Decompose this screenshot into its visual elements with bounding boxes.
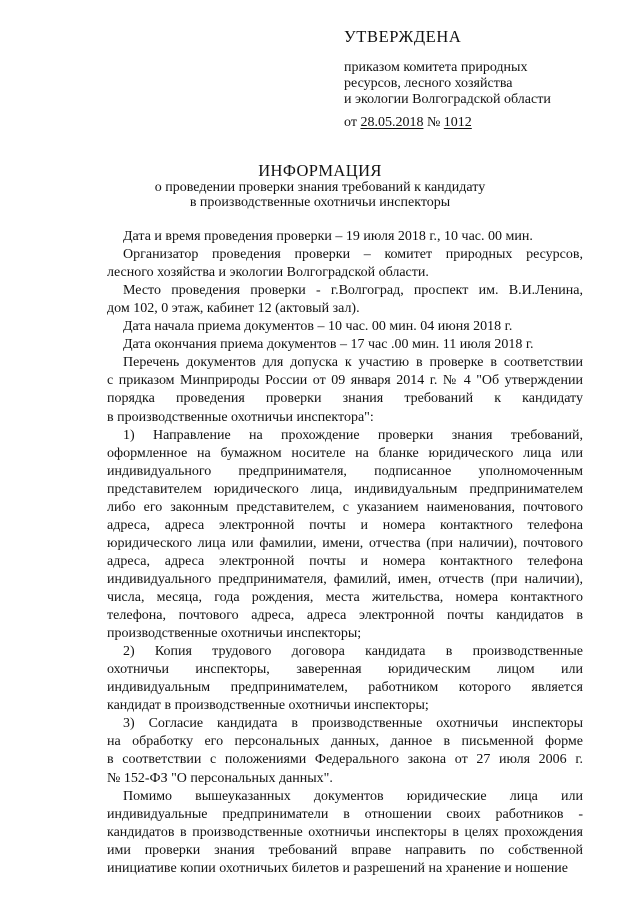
approval-order-line: и экологии Волгоградской области: [344, 92, 551, 107]
paragraph-line: охотничьи инспекторы, заверенная юридическим лицом или: [107, 662, 583, 677]
paragraph-line: 1) Направление на прохождение проверки знания требований,: [123, 428, 583, 443]
paragraph-line: адреса, адреса электронной почты и номера контактного телефона: [107, 554, 583, 569]
paragraph-line: 3) Согласие кандидата в производственные охотничьи инспекторы: [123, 716, 583, 731]
approval-title: УТВЕРЖДЕНА: [344, 27, 462, 46]
order-number: 1012: [443, 115, 472, 130]
paragraph-line: Дата и время проведения проверки – 19 июля 2018 г., 10 час. 00 мин.: [123, 229, 533, 244]
paragraph-line: в производственные охотничьи инспектора":: [107, 410, 374, 425]
paragraph-line: порядка проведения проверки знания требований к кандидату: [107, 391, 583, 406]
order-from-label: от: [344, 115, 357, 130]
paragraph-line: дом 102, 0 этаж, кабинет 12 (актовый зал).: [107, 301, 360, 316]
paragraph-line: Перечень документов для допуска к участию в проверке в соответствии: [123, 355, 583, 370]
paragraph-line: на обработку его персональных данных, данное в письменной форме: [107, 734, 583, 749]
paragraph-line: Дата начала приема документов – 10 час. 00 мин. 04 июня 2018 г.: [123, 319, 513, 334]
paragraph-line: юридического лица или фамилии, имени, отчества (при наличии), почтового: [107, 536, 583, 551]
order-reference: [344, 114, 472, 132]
paragraph-line: Место проведения проверки - г.Волгоград, проспект им. В.И.Ленина,: [123, 283, 583, 298]
paragraph-line: ими проверки знания требований вправе направить по собственной: [107, 843, 583, 858]
approval-order-text: [344, 60, 551, 108]
paragraph-line: телефона, почтового адреса, адреса электронной почты кандидатов в: [107, 608, 583, 623]
document-heading: [0, 162, 640, 210]
paragraph-line: в соответствии с положениями Федерального закона от 27 июля 2006 г.: [107, 752, 583, 767]
paragraph-line: индивидуальные предприниматели в отношении своих работников -: [107, 807, 583, 822]
paragraph-line: индивидуальным предпринимателем, работником которого является: [107, 680, 583, 695]
paragraph-line: инициативе копии охотничьих билетов и разрешений на хранение и ношение: [107, 861, 568, 876]
paragraph-line: Помимо вышеуказанных документов юридические лица или: [123, 789, 583, 804]
paragraph-line: индивидуального предпринимателя, подписанное уполномоченным: [107, 464, 583, 479]
paragraph-line: лесного хозяйства и экологии Волгоградской области.: [107, 265, 429, 280]
order-number-label: №: [426, 115, 441, 130]
paragraph-line: представителем юридического лица, индивидуальным предпринимателем: [107, 482, 583, 497]
paragraph-line: Дата окончания приема документов – 17 час .00 мин. 11 июля 2018 г.: [123, 337, 534, 352]
order-date: 28.05.2018: [360, 115, 424, 130]
paragraph-line: кандидат в производственные охотничьи инспекторы;: [107, 698, 429, 713]
document-title: ИНФОРМАЦИЯ: [258, 161, 382, 180]
paragraph-line: Организатор проведения проверки – комитет природных ресурсов,: [123, 247, 583, 262]
paragraph-line: кандидатов в производственные охотничьи инспекторы в целях прохождения: [107, 825, 583, 840]
approval-order-line: ресурсов, лесного хозяйства: [344, 76, 513, 91]
approval-order-line: приказом комитета природных: [344, 60, 528, 75]
paragraph-line: 2) Копия трудового договора кандидата в производственные: [123, 644, 583, 659]
paragraph-line: числа, месяца, года рождения, места жительства, номера контактного: [107, 590, 583, 605]
paragraph-line: № 152-ФЗ "О персональных данных".: [107, 771, 333, 786]
document-subtitle-line: в производственные охотничьи инспекторы: [189, 195, 451, 210]
document-subtitle-line: о проведении проверки знания требований к кандидату: [154, 180, 486, 195]
paragraph-line: либо его законным представителем, с указанием наименования, почтового: [107, 500, 583, 515]
paragraph-line: с приказом Минприроды России от 09 января 2014 г. № 4 "Об утверждении: [107, 373, 583, 388]
paragraph-line: производственные охотничьи инспекторы;: [107, 626, 362, 641]
paragraph-line: индивидуального предпринимателя, фамилий, имен, отчеств (при наличии),: [107, 572, 583, 587]
paragraph-line: оформленное на бумажном носителе на бланке юридического лица или: [107, 446, 583, 461]
paragraph-line: адреса, адреса электронной почты и номера контактного телефона: [107, 518, 583, 533]
